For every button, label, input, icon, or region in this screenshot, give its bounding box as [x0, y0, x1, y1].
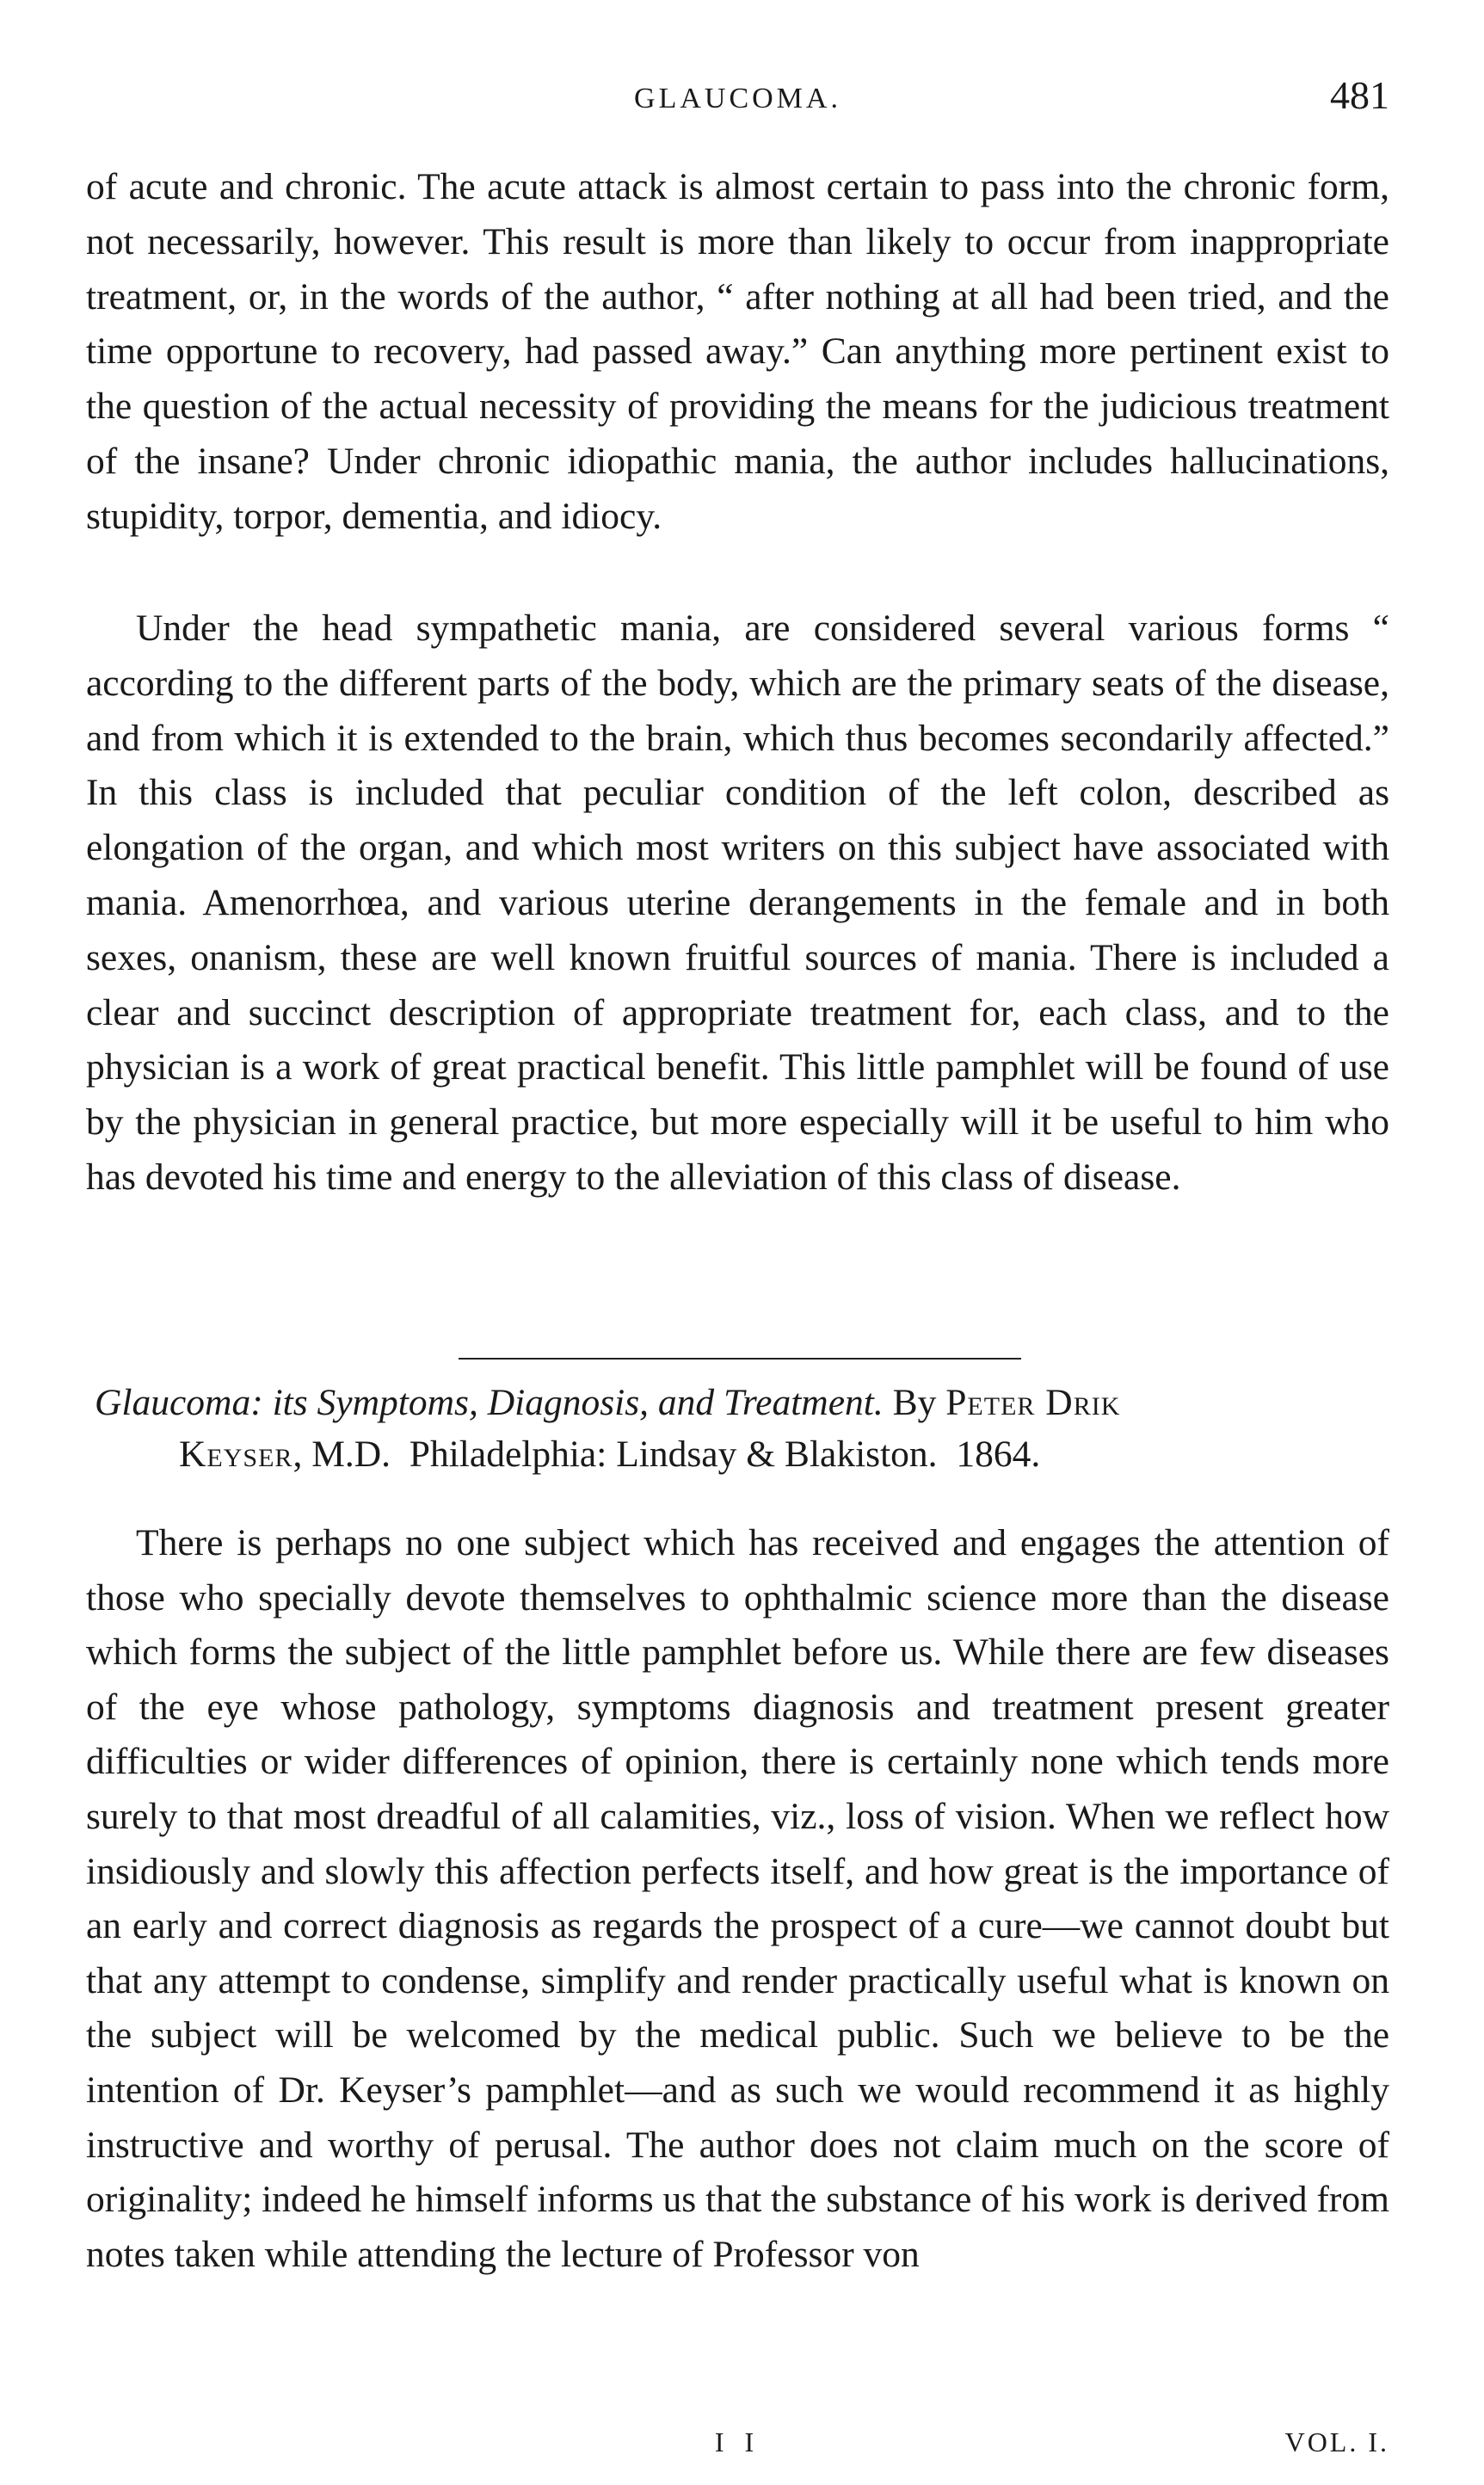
- review-heading: [86, 1377, 1389, 1480]
- section-divider: [459, 1358, 1021, 1360]
- publisher: Philadelphia: Lindsay & Blakiston.: [409, 1434, 938, 1475]
- review-heading-line-1: [86, 1377, 1389, 1428]
- page-footer: [86, 2423, 1389, 2464]
- volume-label: VOL. I.: [1284, 2426, 1389, 2457]
- author-name-part-2: Keyser: [179, 1434, 293, 1475]
- by-label: By: [892, 1382, 937, 1423]
- work-title: Glaucoma: its Symptoms, Diagnosis, and Treatment.: [95, 1382, 884, 1423]
- page-number: 481: [1330, 73, 1389, 117]
- running-title: GLAUCOMA.: [634, 83, 841, 114]
- signature-mark: I I: [714, 2426, 761, 2457]
- review-heading-line-2: [86, 1428, 1389, 1480]
- author-name-part-1: Peter Drik: [945, 1382, 1121, 1423]
- publication-year: 1864.: [956, 1434, 1041, 1475]
- paragraph-continued: of acute and chronic. The acute attack is almost certain to pass into the chronic form, not necessarily, however. This result is more than likely to occur from inappropriate treatment, or, in the words of the author, “ after nothing at all had been tried, and the time opportune to recovery, had passed away.” Can anything more pertinent exist to the question of the actual necessity of providing the means for the judicious treatment of the insane? Under chronic idiopathic mania, the author includes hallucinations, stupidity, torpor, dementia, and idiocy.: [86, 166, 1389, 537]
- paragraph-review-body: There is perhaps no one subject which has received and engages the attention of those who specially devote themselves to ophthalmic science more than the disease which forms the subject of the little pamphlet before us. While there are few diseases of the eye whose pathology, symptoms diagnosis and treatment present greater difficulties or wider differences of opinion, there is certainly none which tends more surely to that most dreadful of all calamities, viz., loss of vision. When we reflect how insidiously and slowly this affection perfects itself, and how great is the importance of an early and correct diagnosis as regards the prospect of a cure—we cannot doubt but that any attempt to condense, simplify and render practically useful what is known on the subject will be welcomed by the medical public. Such we believe to be the intention of Dr. Keyser’s pamphlet—and as such we would recommend it as highly instructive and worthy of perusal. The author does not claim much on the score of originality; indeed he himself informs us that the substance of his work is derived from notes taken while attending the lecture of Professor von: [86, 1522, 1389, 2275]
- running-head: [86, 72, 1389, 124]
- paragraph-sympathetic-mania: Under the head sympathetic mania, are considered several various forms “ according to the different parts of the body, which are the primary seats of the disease, and from which it is extended to the brain, which thus becomes secondarily affected.” In this class is included that peculiar condition of the left colon, described as elongation of the organ, and which most writers on this subject have associated with mania. Amenorrhœa, and various uterine derangements in the female and in both sexes, onanism, these are well known fruitful sources of mania. There is included a clear and succinct description of appropriate treatment for, each class, and to the physician is a work of great practical benefit. This little pamphlet will be found of use by the physician in general practice, but more especially will it be useful to him who has devoted his time and energy to the alleviation of this class of disease.: [86, 607, 1389, 1198]
- author-credentials: , M.D.: [292, 1434, 391, 1475]
